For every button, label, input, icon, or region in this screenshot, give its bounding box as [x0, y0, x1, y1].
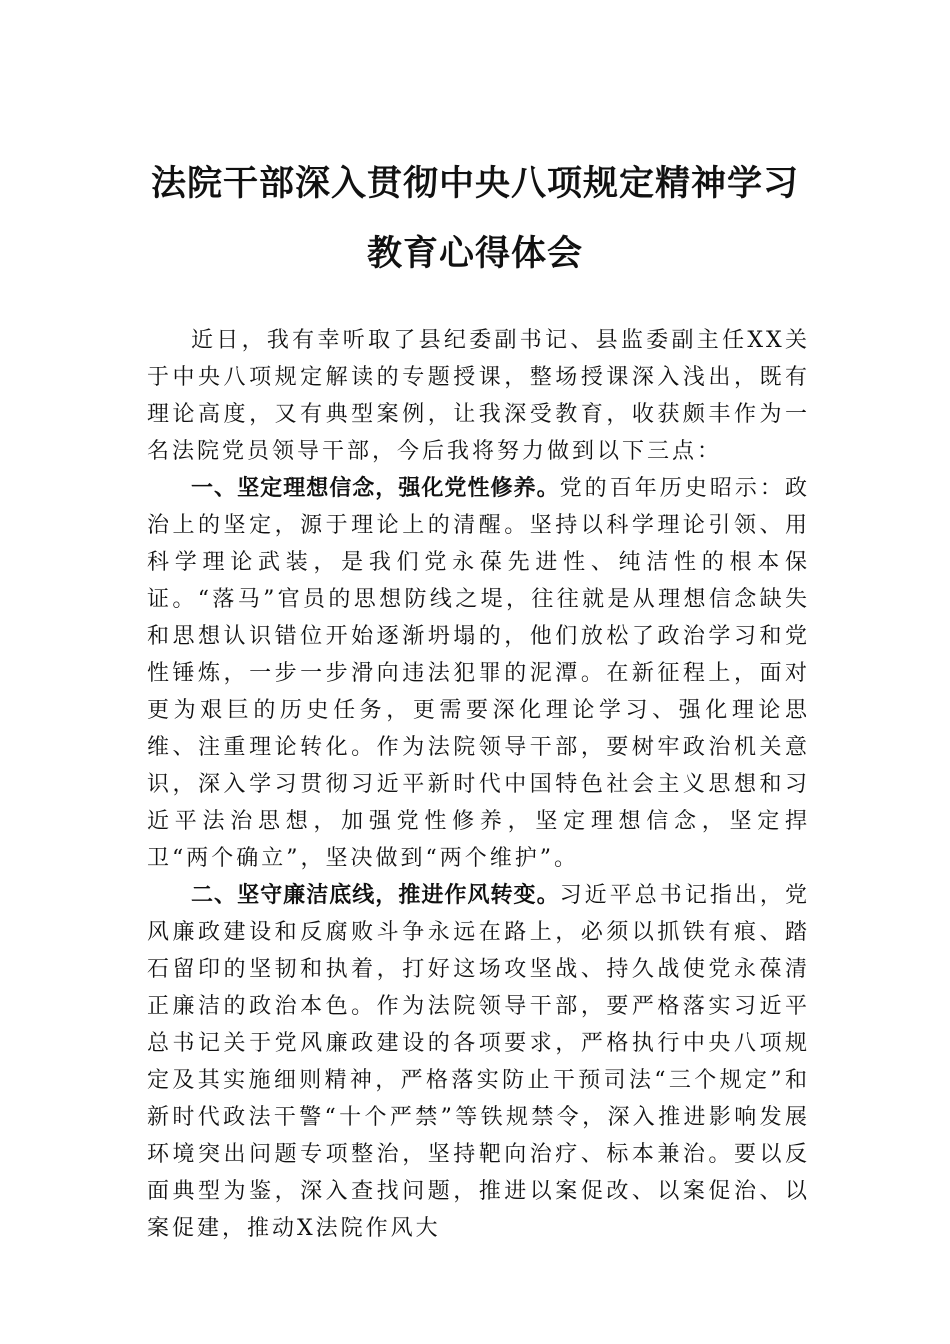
section-text-2: 习近平总书记指出，党风廉政建设和反腐败斗争永远在路上，必须以抓铁有痕、踏石留印的坚韧和执着，打好这场攻坚战、持久战使党永葆清正廉洁的政治本色。作为法院领导干部，要严格落实习近平总书记关于党风廉政建设的各项要求，严格执行中央八项规定及其实施细则精神，严格落实防止干预司法“三个规定”和新时代政法干警“十个严禁”等铁规禁令，深入推进影响发展环境突出问题专项整治，坚持靶向治疗、标本兼治。要以反面典型为鉴，深入查找问题，推进以案促改、以案促治、以案促建，推动X法院作风大	[147, 883, 810, 1241]
section-paragraph-2	[147, 877, 810, 1247]
document-body	[147, 322, 810, 1247]
section-heading-1: 一、坚定理想信念，强化党性修养。	[191, 476, 560, 501]
document-title-line-1: 法院干部深入贯彻中央八项规定精神学习	[150, 164, 799, 204]
section-text-1: 党的百年历史昭示：政治上的坚定，源于理论上的清醒。坚持以科学理论引领、用科学理论武装，是我们党永葆先进性、纯洁性的根本保证。“落马”官员的思想防线之堤，往往就是从理想信念缺失和思想认识错位开始逐渐坍塌的，他们放松了政治学习和党性锤炼，一步一步滑向违法犯罪的泥潭。在新征程上，面对更为艰巨的历史任务，更需要深化理论学习、强化理论思维、注重理论转化。作为法院领导干部，要树牢政治机关意识，深入学习贯彻习近平新时代中国特色社会主义思想和习近平法治思想，加强党性修养，坚定理想信念，坚定捍卫“两个确立”，坚决做到“两个维护”。	[147, 476, 810, 871]
document-title-line-2: 教育心得体会	[366, 234, 583, 274]
section-paragraph-1	[147, 470, 810, 877]
intro-paragraph: 近日，我有幸听取了县纪委副书记、县监委副主任XX关于中央八项规定解读的专题授课，整场授课深入浅出，既有理论高度，又有典型案例，让我深受教育，收获颇丰作为一名法院党员领导干部，今后我将努力做到以下三点：	[147, 328, 810, 464]
section-heading-2: 二、坚守廉洁底线，推进作风转变。	[191, 883, 560, 908]
